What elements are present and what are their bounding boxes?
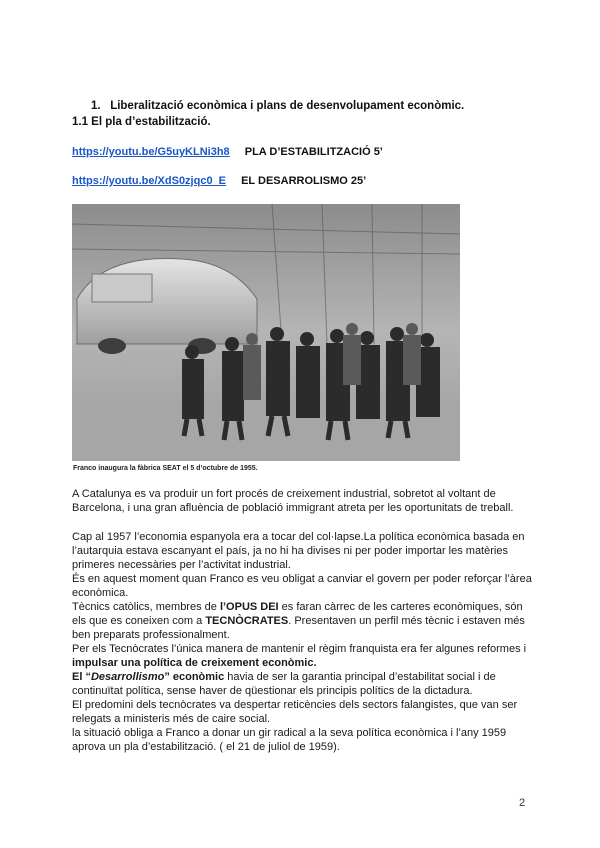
desarrollismo-emphasis: Desarrollismo [90,671,165,683]
page-number: 2 [519,797,526,809]
section-number: 1. [91,100,101,112]
factory-photo-illustration [72,204,460,461]
paragraph-stabilization-plan: la situació obliga a Franco a donar un gir radical a la seva política econòmica i l’any 1959 aprova un pla d’estabilització. ( el 21 de juliol de 1959). [72,727,507,753]
paragraph-franco-government: És en aquest moment quan Franco es veu obligat a canviar el govern per poder reforçar l’àrea econòmica. [72,573,532,599]
video-link-2[interactable]: https://youtu.be/XdS0zjqc0_E [72,175,227,187]
text-span: Tècnics catòlics, membres de [72,601,220,613]
paragraph-falangistes: El predomini dels tecnòcrates va despertar reticències dels sectors falangistes, que van ser relegats a ministeris més de caire social. [72,699,518,725]
tecnocrates-emphasis: TECNÒCRATES [205,615,289,627]
text-span: El “ [72,671,91,683]
seat-factory-photo [72,204,460,461]
opus-dei-emphasis: l’OPUS DEI [219,601,279,613]
growth-policy-emphasis: impulsar una política de creixement econòmic. [72,657,317,669]
paragraph-opus-dei [72,600,532,642]
paragraph-collapse: Cap al 1957 l’economia espanyola era a tocar del col·lapse.La política econòmica basada en l’autarquia estava escanyant el país, ja no hi ha divises ni per poder importar les matèries primeres necessàries per l’activitat industrial. [72,531,525,571]
paragraph-block [72,530,532,754]
section-heading [91,100,464,112]
paragraph-catalunya [72,487,532,515]
text-span: Per els Tecnòcrates l’única manera de mantenir el règim franquista era fer algunes reformes i [72,643,527,655]
video-link-row-2 [72,175,366,187]
paragraph-desarrollismo [72,670,532,698]
video-link-2-label: EL DESARROLISMO 25’ [241,175,367,187]
video-link-row-1 [72,146,383,158]
video-link-1[interactable]: https://youtu.be/G5uyKLNi3h8 [72,146,230,158]
paragraph-reforms [72,642,532,670]
text-span: . Presentaven un perfil més tècnic i estaven més ben preparats professionalment. [72,615,525,641]
video-link-1-label: PLA D’ESTABILITZACIÓ 5’ [244,146,383,158]
text-span: ” econòmic [164,671,225,683]
section-title: Liberalització econòmica i plans de desenvolupament econòmic. [110,100,465,112]
subsection-heading: 1.1 El pla d’estabilització. [72,116,211,128]
paragraph-text: A Catalunya es va produir un fort procés de creixement industrial, sobretot al voltant de Barcelona, i una gran afluència de població immigrant atreta per les oportunitats de treball. [72,488,514,514]
text-span: es faran càrrec de les carteres econòmiques, són els que es coneixen com a [72,601,523,627]
photo-caption: Franco inaugura la fàbrica SEAT el 5 d’octubre de 1955. [73,465,258,472]
text-span: havia de ser la garantia principal d’estabilitat social i de continuïtat política, sense haver de qüestionar els principis polítics de la dictadura. [72,671,496,697]
